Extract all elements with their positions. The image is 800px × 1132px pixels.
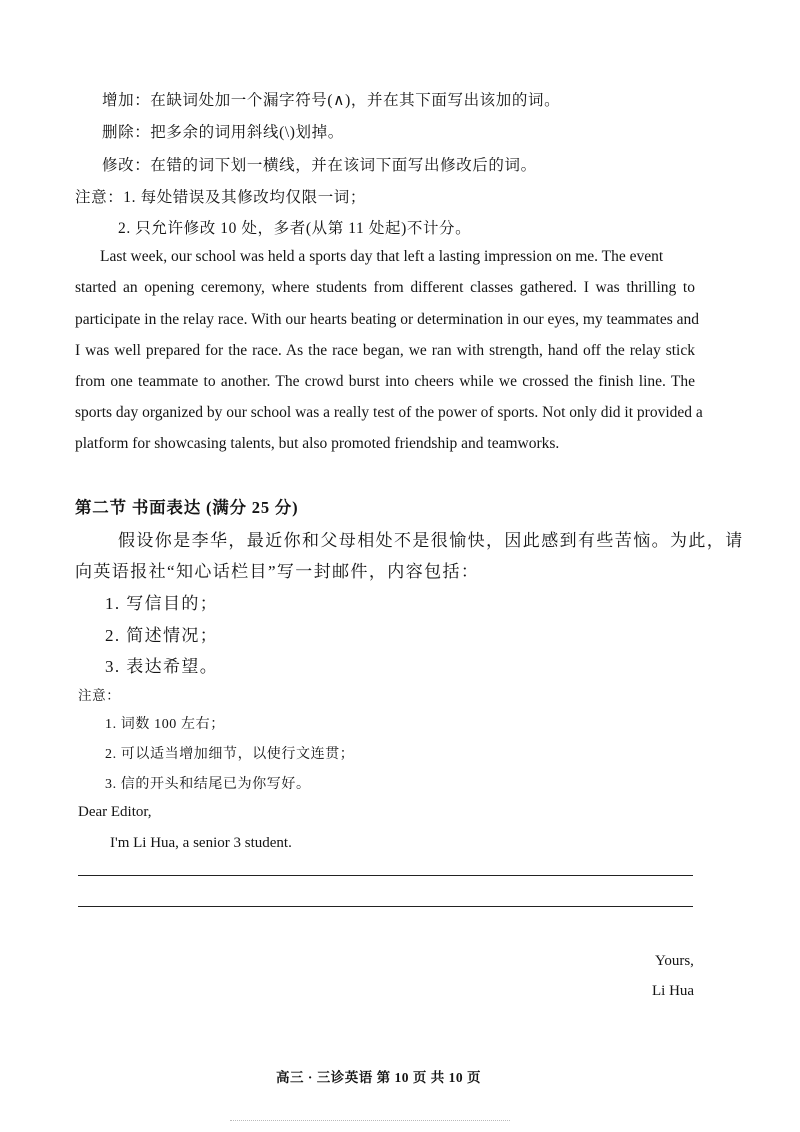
notes-label: 注意：: [78, 688, 121, 703]
instruction-delete: 删除：把多余的词用斜线(\)划掉。: [102, 124, 344, 141]
passage-line: Last week, our school was held a sports day that left a lasting impression on me. The event: [100, 248, 664, 265]
note-2: 2. 只允许修改 10 处，多者(从第 11 处起)不计分。: [118, 220, 472, 237]
scan-artifact: [230, 1120, 510, 1123]
letter-salutation: Dear Editor,: [78, 804, 152, 820]
note-item: 3. 信的开头和结尾已为你写好。: [105, 777, 311, 792]
passage-line: platform for showcasing talents, but also promoted friendship and teamworks.: [75, 435, 560, 452]
content-point: 1. 写信目的；: [105, 594, 219, 613]
prompt-line: 假设你是李华，最近你和父母相处不是很愉快，因此感到有些苦恼。为此，请: [118, 531, 744, 550]
letter-signature: Li Hua: [652, 983, 695, 999]
page-footer: 高三 · 三诊英语 第 10 页 共 10 页: [276, 1070, 482, 1085]
passage-line: participate in the relay race. With our hearts beating or determination in our eyes, my teammates and: [75, 311, 700, 328]
passage-line: sports day organized by our school was a really test of the power of sports. Not only did it provided a: [75, 404, 703, 421]
writing-line[interactable]: [78, 875, 693, 876]
instruction-add: 增加：在缺词处加一个漏字符号(∧)，并在其下面写出该加的词。: [102, 92, 561, 109]
note-item: 2. 可以适当增加细节，以使行文连贯；: [105, 747, 355, 762]
content-point: 2. 简述情况；: [105, 626, 219, 645]
passage-line: I was well prepared for the race. As the race began, we ran with strength, hand off the relay stick: [75, 342, 695, 359]
instruction-modify: 修改：在错的词下划一横线，并在该词下面写出修改后的词。: [102, 157, 537, 174]
passage-line: started an opening ceremony, where students from different classes gathered. I was thrilling to: [75, 279, 695, 296]
note-item: 1. 词数 100 左右；: [105, 717, 225, 732]
note-1: 注意：1. 每处错误及其修改均仅限一词；: [75, 189, 367, 206]
prompt-line: 向英语报社“知心话栏目”写一封邮件，内容包括：: [75, 562, 480, 581]
content-point: 3. 表达希望。: [105, 657, 219, 676]
writing-line[interactable]: [78, 906, 693, 907]
passage-line: from one teammate to another. The crowd burst into cheers while we crossed the finish line. The: [75, 373, 695, 390]
section-title: 第二节 书面表达 (满分 25 分): [75, 498, 299, 517]
letter-opening: I'm Li Hua, a senior 3 student.: [110, 835, 292, 851]
letter-closing: Yours,: [655, 953, 694, 969]
